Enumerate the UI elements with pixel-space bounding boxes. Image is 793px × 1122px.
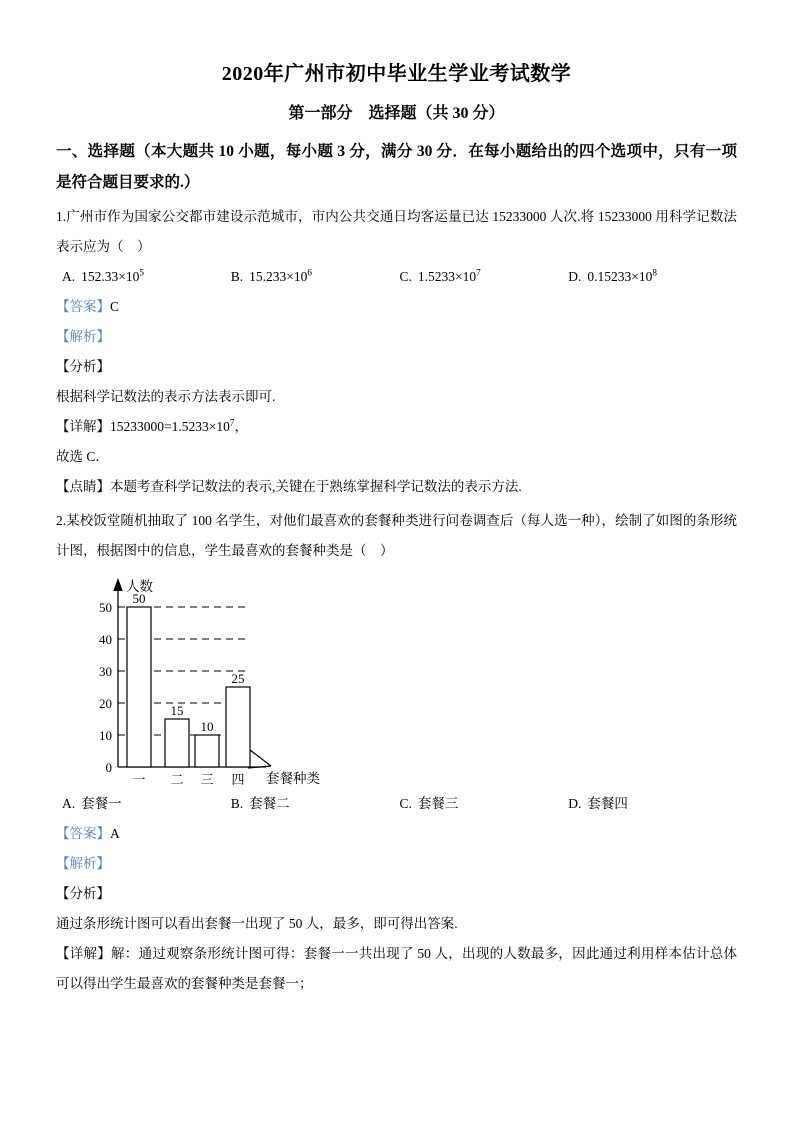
chart-x-tick-labels — [132, 772, 244, 787]
page-title: 2020年广州市初中毕业生学业考试数学 — [221, 63, 572, 85]
dianjing-tag: 【点睛】 — [56, 479, 110, 494]
bar-category-4 — [226, 687, 250, 767]
x-tick-3: 三 — [200, 772, 214, 787]
xiangjie-exponent: 7 — [229, 417, 235, 428]
bar-value-2: 15 — [170, 703, 184, 718]
question-1-options — [56, 262, 737, 292]
answer-tag: 【答案】 — [56, 826, 110, 841]
question-1-fenxi-line — [56, 352, 737, 382]
y-tick-20: 20 — [99, 696, 112, 711]
y-tick-10: 10 — [99, 728, 112, 743]
bar-chart-svg — [80, 572, 380, 787]
bar-chart-figure — [56, 566, 737, 789]
xiangjie-tag: 【详解】 — [56, 419, 110, 434]
option-a-exponent: 5 — [139, 267, 144, 278]
fenxi-tag: 【分析】 — [56, 886, 110, 901]
option-d-base: 0.15233×10 — [587, 269, 653, 284]
question-1-dianjing-line — [56, 472, 737, 502]
question-1-stem: 1.广州市作为国家公交都市建设示范城市，市内公共交通日均客运量已达 15233000 人次.将 15233000 用科学记数法表示应为（ ） — [56, 209, 737, 254]
option-a-letter: A. — [62, 796, 76, 811]
option-c-base: 1.5233×10 — [417, 269, 477, 284]
option-a-letter: A. — [62, 269, 76, 284]
question-1-fenxi-text: 根据科学记数法的表示方法表示即可. — [56, 389, 276, 404]
bar-category-3 — [195, 735, 219, 767]
option-a[interactable] — [62, 262, 231, 292]
x-tick-2: 二 — [170, 772, 184, 787]
fenxi-tag: 【分析】 — [56, 359, 110, 374]
xiangjie-tag: 【详解】 — [56, 946, 112, 961]
question-2-stem: 2.某校饭堂随机抽取了 100 名学生，对他们最喜欢的套餐种类进行问卷调查后（每人选一种），绘制了如图的条形统计图，根据图中的信息，学生最喜欢的套餐种类是（ ） — [56, 513, 737, 558]
x-tick-1: 一 — [132, 772, 146, 787]
option-b-letter: B. — [230, 796, 244, 811]
option-c[interactable] — [400, 262, 569, 292]
option-d-base: 套餐四 — [587, 796, 628, 811]
xiangjie-base: 15233000=1.5233×10 — [110, 419, 230, 434]
question-2-xiangjie-line — [56, 939, 737, 999]
bar-category-1 — [127, 607, 151, 767]
y-tick-50: 50 — [99, 600, 112, 615]
chart-bars — [127, 607, 250, 767]
answer-tag: 【答案】 — [56, 299, 110, 314]
y-tick-40: 40 — [99, 632, 112, 647]
xiangjie-text: 解：通过观察条形统计图可得：套餐一一共出现了 50 人，出现的人数最多，因此通过利用样本估计总体可以得出学生最喜欢的套餐种类是套餐一； — [56, 946, 738, 991]
bar-value-4: 25 — [231, 671, 245, 686]
chart-y-axis-label: 人数 — [126, 579, 153, 594]
question-1-answer-line — [56, 292, 737, 322]
chart-y-axis — [113, 578, 123, 767]
answer-value: C — [110, 299, 120, 314]
question-2-jiexi-line — [56, 849, 737, 879]
option-d[interactable] — [568, 262, 737, 292]
option-c-exponent: 7 — [476, 267, 481, 278]
dianjing-text: 本题考查科学记数法的表示,关键在于熟练掌握科学记数法的表示方法. — [110, 479, 522, 494]
bar-category-2 — [165, 719, 189, 767]
chart-y-tick-labels — [99, 600, 112, 775]
xiangjie-tail: ， — [234, 419, 248, 434]
question-2-options — [56, 789, 737, 819]
option-c-base: 套餐三 — [417, 796, 459, 811]
answer-value: A — [110, 826, 120, 841]
section-heading: 一、选择题（本大题共 10 小题，每小题 3 分，满分 30 分．在每小题给出的四个选项中，只有一项是符合题目要求的.） — [56, 143, 737, 191]
option-b[interactable] — [231, 262, 400, 292]
option-d-letter: D. — [568, 796, 582, 811]
question-2-fenxi-line — [56, 879, 737, 909]
question-1-conclusion: 故选 C． — [56, 449, 109, 464]
y-tick-30: 30 — [99, 664, 112, 679]
x-tick-4: 四 — [231, 772, 245, 787]
option-c-letter: C. — [399, 269, 412, 284]
option-b-letter: B. — [230, 269, 244, 284]
option-b-exponent: 6 — [307, 267, 312, 278]
y-tick-0: 0 — [105, 760, 112, 775]
option-a-base: 152.33×10 — [81, 269, 140, 284]
chart-x-axis-label: 套餐种类 — [266, 771, 320, 786]
jiexi-tag: 【解析】 — [56, 856, 110, 871]
option-d[interactable] — [568, 789, 737, 819]
question-2-fenxi-text: 通过条形统计图可以看出套餐一出现了 50 人，最多，即可得出答案. — [56, 916, 458, 931]
option-c-letter: C. — [399, 796, 412, 811]
question-1-jiexi-line — [56, 322, 737, 352]
bar-value-3: 10 — [200, 719, 214, 734]
question-2-answer-line — [56, 819, 737, 849]
option-a[interactable] — [62, 789, 231, 819]
option-b-base: 15.233×10 — [249, 269, 308, 284]
part-title: 第一部分 选择题（共 30 分） — [288, 105, 505, 122]
question-1-xiangjie-line — [56, 412, 737, 442]
bar-value-1: 50 — [132, 591, 146, 606]
option-d-letter: D. — [568, 269, 582, 284]
option-a-base: 套餐一 — [81, 796, 122, 811]
option-d-exponent: 8 — [652, 267, 657, 278]
jiexi-tag: 【解析】 — [56, 329, 110, 344]
option-c[interactable] — [400, 789, 569, 819]
option-b-base: 套餐二 — [249, 796, 290, 811]
option-b[interactable] — [231, 789, 400, 819]
